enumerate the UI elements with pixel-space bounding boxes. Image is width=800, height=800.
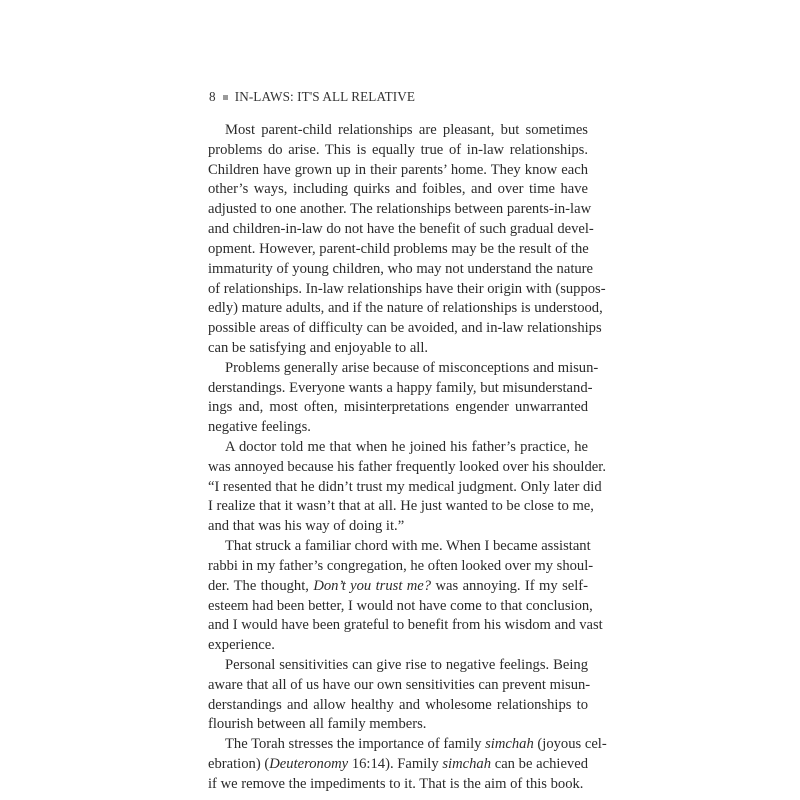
text-line bbox=[208, 616, 603, 636]
text-segment: rabbi in my father’s congregation, he often looked over my shoul- bbox=[208, 557, 594, 574]
paragraph bbox=[208, 121, 606, 359]
text-segment: immaturity of young children, who may not understand the nature bbox=[208, 260, 594, 277]
text-line bbox=[208, 517, 588, 537]
text-segment: was annoying. If my self- bbox=[431, 577, 589, 594]
text-line bbox=[208, 339, 588, 359]
text-segment: flourish between all family members. bbox=[208, 716, 427, 733]
text-line bbox=[208, 775, 588, 795]
paragraph bbox=[208, 735, 607, 794]
text-segment: other’s ways, including quirks and foibles, and over time have bbox=[208, 181, 588, 198]
text-line bbox=[208, 478, 602, 498]
italic-text: simchah bbox=[442, 756, 492, 772]
text-segment: and children-in-law do not have the benefit of such gradual devel- bbox=[208, 221, 594, 238]
paragraph bbox=[208, 656, 591, 735]
text-segment: A doctor told me that when he joined his father’s practice, he bbox=[225, 439, 588, 455]
text-line bbox=[208, 299, 603, 319]
text-segment: Problems generally arise because of misconceptions and misun- bbox=[225, 359, 599, 376]
text-segment: ings and, most often, misinterpretations engender unwarranted bbox=[208, 399, 588, 416]
text-segment: (joyous cel- bbox=[533, 736, 607, 753]
page-number: 8 bbox=[209, 89, 216, 104]
text-segment: can be satisfying and enjoyable to all. bbox=[208, 339, 429, 356]
text-line bbox=[208, 280, 606, 300]
text-segment: opment. However, parent-child problems may be the result of the bbox=[208, 240, 589, 257]
text-segment: problems do arise. This is equally true of in-law relationships. bbox=[208, 141, 588, 158]
running-head bbox=[209, 89, 415, 105]
text-line bbox=[208, 220, 594, 240]
paragraph bbox=[208, 438, 606, 537]
text-line bbox=[208, 438, 588, 458]
italic-text: Don’t you trust me? bbox=[313, 577, 432, 594]
text-segment: The Torah stresses the importance of family bbox=[225, 736, 486, 753]
body-text bbox=[208, 121, 607, 795]
text-segment: negative feelings. bbox=[208, 419, 311, 436]
text-line bbox=[208, 577, 588, 597]
text-line bbox=[208, 735, 607, 755]
paragraph bbox=[208, 537, 603, 656]
italic-text: simchah bbox=[485, 736, 534, 753]
text-line bbox=[208, 398, 588, 418]
text-segment: derstandings and allow healthy and wholesome relationships to bbox=[208, 696, 588, 713]
text-line bbox=[208, 715, 588, 735]
text-line bbox=[208, 180, 588, 200]
text-segment: was annoyed because his father frequently looked over his shoulder. bbox=[208, 458, 606, 475]
text-segment: Children have grown up in their parents’ home. They know each bbox=[208, 161, 588, 178]
text-line bbox=[208, 458, 606, 478]
text-line bbox=[208, 418, 588, 438]
text-segment: if we remove the impediments to it. That is the aim of this book. bbox=[208, 775, 584, 792]
text-segment: esteem had been better, I would not have come to that conclusion, bbox=[208, 597, 593, 614]
text-segment: “I resented that he didn’t trust my medical judgment. Only later did bbox=[208, 478, 602, 495]
square-bullet-icon bbox=[223, 95, 228, 100]
text-segment: can be achieved bbox=[491, 756, 589, 772]
text-line bbox=[208, 676, 591, 696]
text-line bbox=[208, 141, 588, 161]
paragraph bbox=[208, 359, 599, 438]
text-segment: edly) mature adults, and if the nature of relationships is understood, bbox=[208, 300, 603, 317]
text-segment: adjusted to one another. The relationships between parents-in-law bbox=[208, 201, 592, 218]
text-segment: That struck a familiar chord with me. When I became assistant bbox=[225, 538, 591, 555]
running-head-title: IN-LAWS: IT'S ALL RELATIVE bbox=[234, 89, 416, 104]
text-line bbox=[208, 240, 588, 260]
text-segment: possible areas of difficulty can be avoided, and in-law relationships bbox=[208, 320, 602, 337]
text-segment: Most parent-child relationships are pleasant, but sometimes bbox=[225, 122, 588, 138]
italic-text: Deuteronomy bbox=[269, 756, 349, 772]
text-segment: 16:14). Family bbox=[348, 756, 443, 772]
text-line bbox=[208, 497, 594, 517]
text-segment: of relationships. In-law relationships have their origin with (suppos- bbox=[208, 280, 606, 297]
text-line bbox=[208, 696, 588, 716]
text-line bbox=[208, 755, 588, 775]
text-segment: der. The thought, bbox=[208, 577, 314, 594]
text-line bbox=[208, 379, 593, 399]
text-line bbox=[208, 121, 588, 141]
text-segment: ebration) ( bbox=[208, 756, 270, 772]
text-line bbox=[208, 161, 588, 181]
text-line bbox=[208, 200, 592, 220]
text-line bbox=[208, 597, 593, 617]
text-line bbox=[208, 319, 602, 339]
text-line bbox=[208, 359, 599, 379]
text-segment: aware that all of us have our own sensitivities can prevent misun- bbox=[208, 676, 591, 693]
text-line bbox=[208, 260, 594, 280]
text-line bbox=[208, 537, 591, 557]
text-segment: I realize that it wasn’t that at all. He just wanted to be close to me, bbox=[208, 498, 594, 515]
text-line bbox=[208, 636, 588, 656]
text-segment: and I would have been grateful to benefit from his wisdom and vast bbox=[208, 617, 603, 634]
text-line bbox=[208, 557, 594, 577]
text-segment: and that was his way of doing it.” bbox=[208, 518, 405, 535]
text-segment: derstandings. Everyone wants a happy family, but misunderstand- bbox=[208, 379, 593, 396]
text-line bbox=[208, 656, 588, 676]
text-segment: experience. bbox=[208, 637, 275, 654]
text-segment: Personal sensitivities can give rise to negative feelings. Being bbox=[225, 656, 588, 673]
